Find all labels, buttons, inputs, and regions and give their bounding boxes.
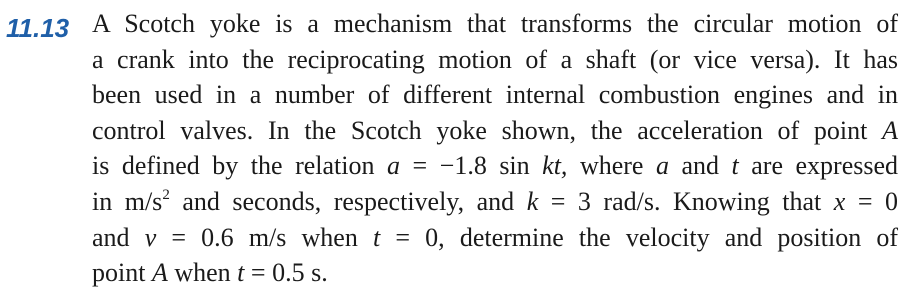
- math-variable: A: [151, 258, 168, 288]
- math-variable: t: [731, 151, 739, 181]
- text-line: been used in a number of different internal combustion engines and in: [92, 80, 898, 110]
- math-variable: k: [526, 186, 539, 216]
- text-line: is defined by the relation a = −1.8 sin kt, where a and t are expressed: [92, 151, 899, 181]
- math-variable: v: [144, 222, 157, 252]
- math-variable: a: [655, 151, 669, 181]
- math-variable: A: [882, 115, 898, 145]
- text-line: control valves. In the Scotch yoke shown, the acceleration of point A: [92, 115, 898, 145]
- math-variable: t: [237, 258, 245, 288]
- text-line: and v = 0.6 m/s when t = 0, determine the velocity and position of: [92, 222, 898, 252]
- text-line: in $m/s^2$ and seconds, respectively, and k = 3 rad/s. Knowing that x = 0: [92, 186, 898, 216]
- problem-text: [92, 6, 898, 291]
- math-variable: a: [386, 151, 400, 181]
- text-line: A Scotch yoke is a mechanism that transforms the circular motion of: [92, 9, 898, 38]
- math-variable: t: [373, 222, 381, 252]
- problem-number: 11.13: [6, 13, 70, 43]
- text-line: point A when t = 0.5 s.: [92, 258, 328, 288]
- superscript: 2: [162, 186, 170, 203]
- math-variable: x: [833, 186, 846, 216]
- math-variable: kt,: [542, 151, 568, 181]
- text-line: a crank into the reciprocating motion of a shaft (or vice versa). It has: [92, 44, 898, 74]
